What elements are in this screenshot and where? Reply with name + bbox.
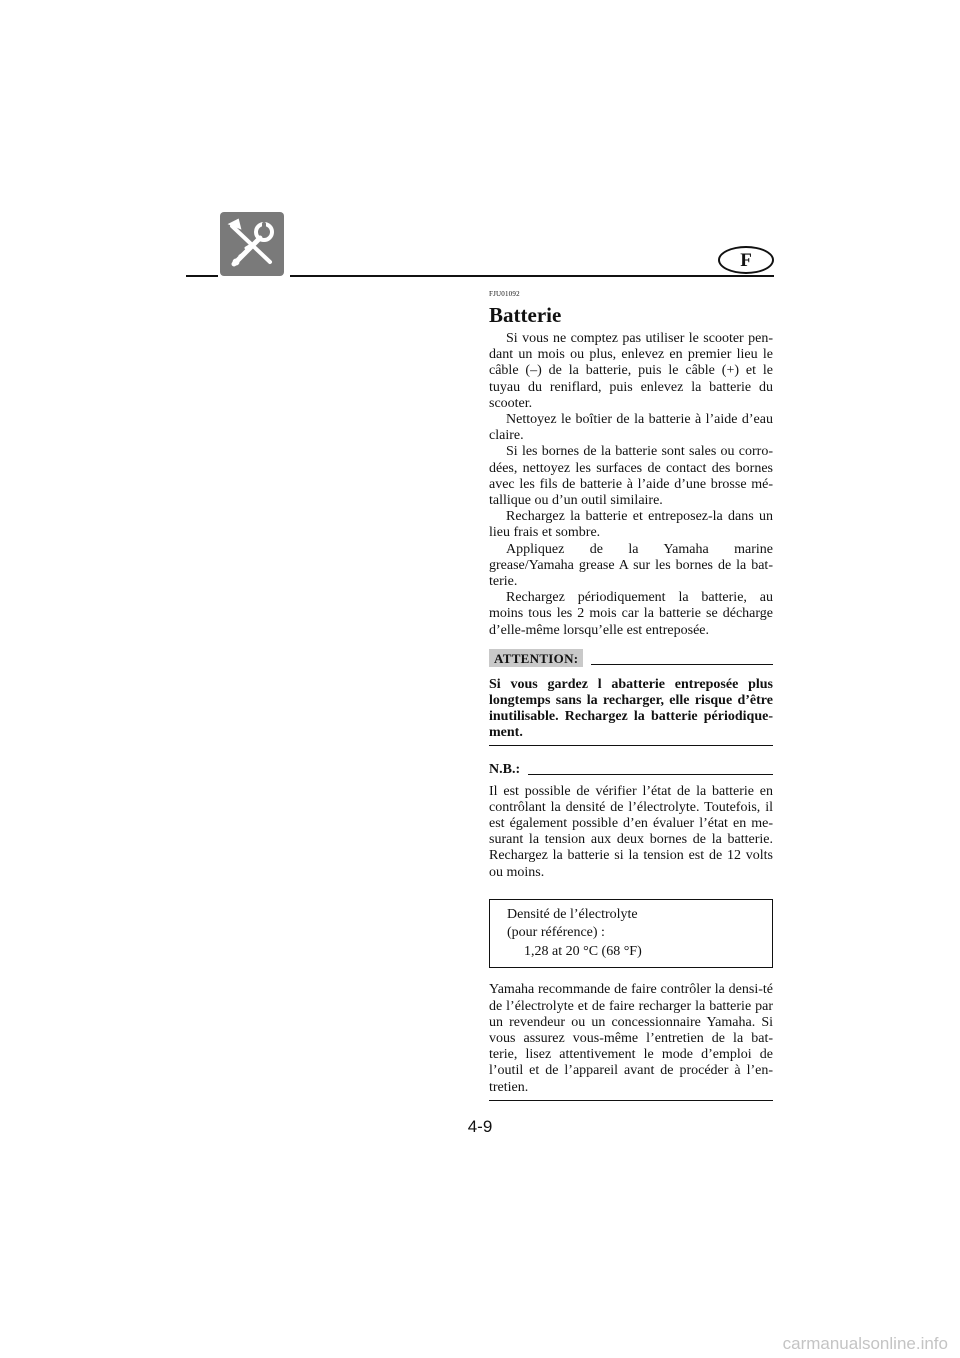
watermark: carmanualsonline.info	[782, 1334, 948, 1353]
header-rule-left	[186, 275, 218, 277]
header-rule-right	[290, 275, 774, 277]
note-header	[489, 760, 773, 778]
caution-text: Si vous gardez l abatterie entreposée plus longtemps sans la recharger, elle risque d’être inutilisable. Rechargez la batterie périodique-ment.	[489, 677, 773, 746]
spec-line: (pour référence) :	[507, 925, 605, 941]
section-content	[489, 290, 773, 1101]
paragraph: Rechargez la batterie et entreposez-la dans un lieu frais et sombre.	[489, 509, 773, 541]
paragraph: Nettoyez le boîtier de la batterie à l’aide d’eau claire.	[489, 412, 773, 444]
section-title: Batterie	[489, 303, 562, 327]
caution-header	[489, 647, 773, 667]
page-number: 4-9	[467, 1117, 493, 1136]
caution-label: ATTENTION:	[489, 649, 583, 667]
final-text: Yamaha recommande de faire contrôler la densi-té de l’électrolyte et de faire recharger la batterie par un revendeur ou un concessionnaire Yamaha. Si vous assurez vous-même l’entretien de la bat-terie, lisez attentivement le mode d’emploi de l’outil et de l’appareil avant de procéder à l’en-tretien.	[489, 982, 773, 1100]
maintenance-tools-icon	[220, 212, 284, 276]
spec-box	[489, 899, 773, 969]
section-code: FJU01092	[489, 290, 520, 298]
paragraph: Si les bornes de la batterie sont sales ou corro-dées, nettoyez les surfaces de contact des bornes avec les fils de batterie à l’aide d’une brosse mé-tallique ou d’un outil similaire.	[489, 444, 773, 509]
paragraph: Rechargez périodiquement la batterie, au moins tous les 2 mois car la batterie se décharge d’elle-même lorsqu’elle est entreposée.	[489, 590, 773, 638]
spec-value: 1,28 at 20 °C (68 °F)	[524, 943, 642, 959]
note-rule	[528, 774, 773, 775]
note-text: Il est possible de vérifier l’état de la batterie en contrôlant la densité de l’électrolyte. Toutefois, il est également possible d’en évaluer l’état en me-surant la tension aux deux bornes de la batterie. Rechargez la batterie si la tension est de 12 volts ou moins.	[489, 783, 773, 880]
paragraph: Si vous ne comptez pas utiliser le scooter pen-dant un mois ou plus, enlevez en premier lieu le câble (–) de la batterie, puis le câble (+) et le tuyau du reniflard, puis enlevez la batterie du scooter.	[489, 331, 773, 411]
caution-rule	[591, 664, 773, 665]
paragraph: Appliquez de la Yamaha marine grease/Yamaha grease A sur les bornes de la bat-terie.	[489, 541, 773, 590]
note-label: N.B.:	[489, 761, 521, 777]
spec-line: Densité de l’électrolyte	[507, 906, 638, 922]
language-badge: F	[718, 246, 774, 274]
